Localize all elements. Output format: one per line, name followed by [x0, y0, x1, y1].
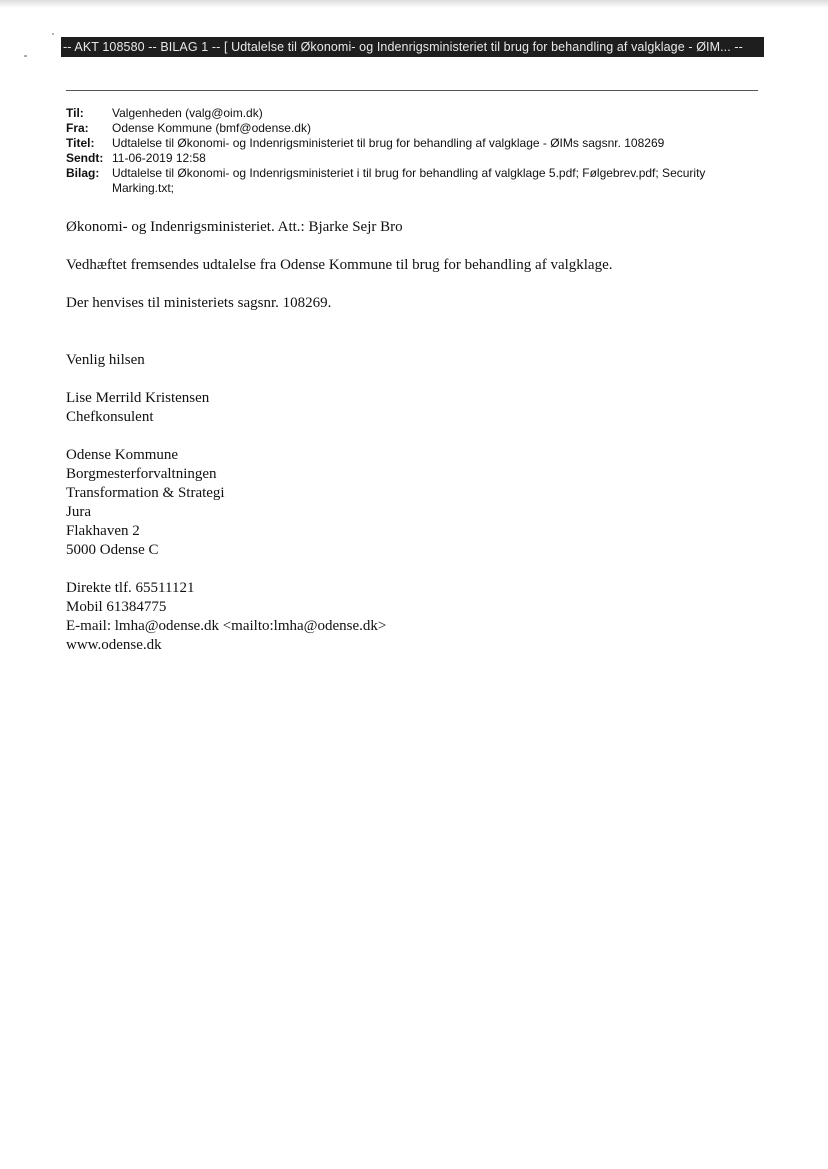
body-addressee: Økonomi- og Indenrigsministeriet. Att.: Bjarke Sejr Bro [66, 219, 403, 235]
header-row-title [66, 136, 766, 151]
page-top-edge [0, 0, 828, 8]
header-label-title: Titel: [66, 136, 95, 150]
header-divider [66, 90, 758, 91]
scan-speck [24, 55, 27, 57]
body-intro: Vedhæftet fremsendes udtalelse fra Odense Kommune til brug for behandling af valgklage. [66, 257, 613, 273]
email-headers [66, 106, 766, 196]
header-row-from [66, 121, 766, 136]
body-reference: Der henvises til ministeriets sagsnr. 108269. [66, 295, 332, 311]
header-value-to: Valgenheden (valg@oim.dk) [112, 106, 263, 120]
signature-org: Odense Kommune [66, 447, 179, 463]
document-banner: -- AKT 108580 -- BILAG 1 -- [ Udtalelse til Økonomi- og Indenrigsministeriet til brug for behandling af valgklage - ØIM... -- [61, 37, 764, 57]
header-label-from: Fra: [66, 121, 89, 135]
header-row-attachments [66, 166, 766, 196]
header-value-attachments: Udtalelse til Økonomi- og Indenrigsministeriet i til brug for behandling af valgklage 5.pdf; Følgebrev.pdf; Security Marking.txt; [112, 166, 706, 195]
header-row-sent [66, 151, 766, 166]
signature-unit: Transformation & Strategi [66, 485, 225, 501]
signature-mobile: Mobil 61384775 [66, 599, 167, 615]
header-value-from: Odense Kommune (bmf@odense.dk) [112, 121, 311, 135]
header-value-title: Udtalelse til Økonomi- og Indenrigsministeriet til brug for behandling af valgklage - ØIMs sagsnr. 108269 [112, 136, 665, 150]
header-row-to [66, 106, 766, 121]
signature-street: Flakhaven 2 [66, 523, 140, 539]
body-closing: Venlig hilsen [66, 352, 145, 368]
scan-speck [52, 33, 54, 35]
signature-email: E-mail: lmha@odense.dk <mailto:lmha@odense.dk> [66, 618, 387, 634]
header-value-sent: 11-06-2019 12:58 [112, 151, 206, 165]
signature-name: Lise Merrild Kristensen [66, 390, 210, 406]
header-label-to: Til: [66, 106, 84, 120]
email-body [66, 218, 766, 655]
signature-title: Chefkonsulent [66, 409, 154, 425]
signature-dept: Borgmesterforvaltningen [66, 466, 217, 482]
signature-section: Jura [66, 504, 91, 520]
signature-web: www.odense.dk [66, 637, 162, 653]
signature-city: 5000 Odense C [66, 542, 159, 558]
header-label-attachments: Bilag: [66, 166, 100, 180]
header-label-sent: Sendt: [66, 151, 104, 165]
signature-phone: Direkte tlf. 65511121 [66, 580, 195, 596]
